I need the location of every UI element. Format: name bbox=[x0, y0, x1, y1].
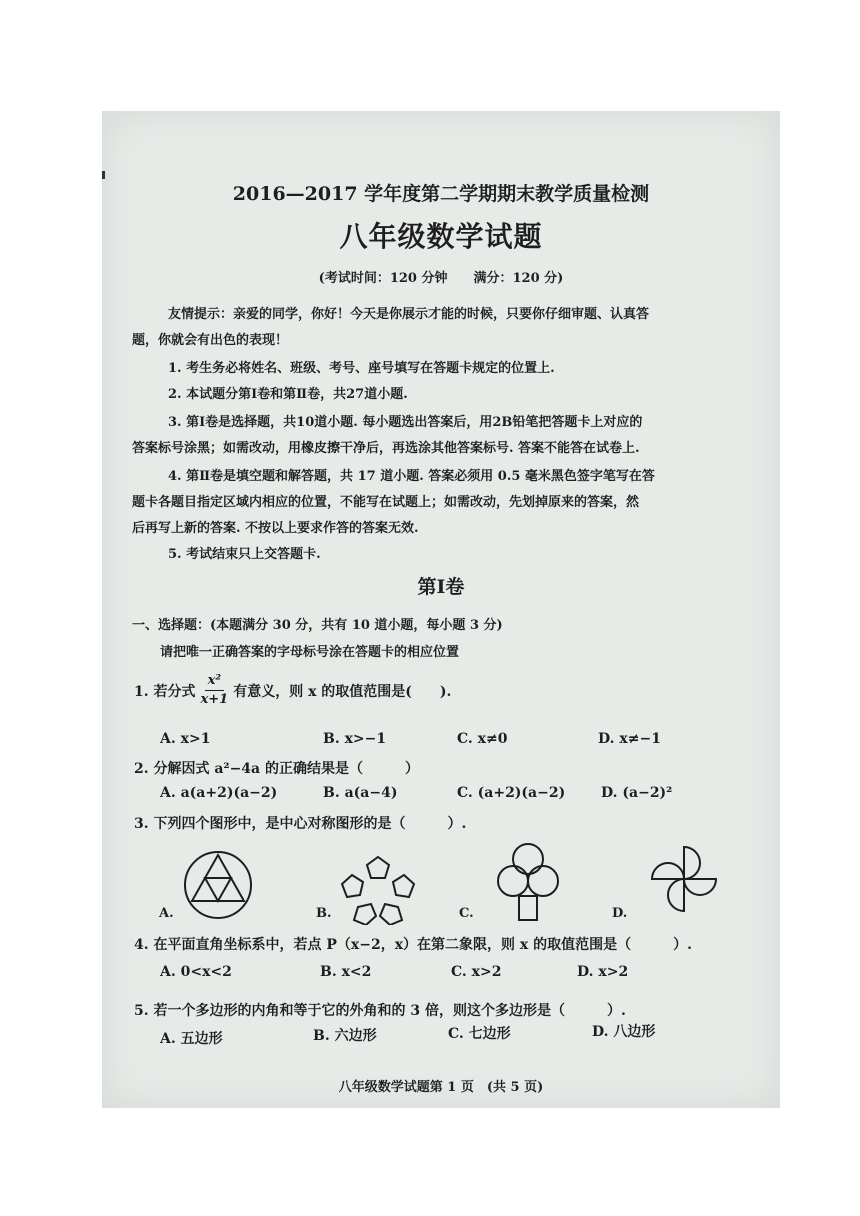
notice-rule-3a: 3. 第Ⅰ卷是选择题，共10道小题. 每小题选出答案后，用2B铅笔把答题卡上对应的 bbox=[168, 415, 643, 430]
edge-mark bbox=[102, 171, 105, 179]
q1-suffix: 有意义，则 x 的取值范围是( ). bbox=[233, 683, 452, 700]
notice-rule-1: 1. 考生务必将姓名、班级、考号、座号填写在答题卡规定的位置上. bbox=[168, 361, 555, 376]
question-3: 3. 下列四个图形中，是中心对称图形的是（ ）. bbox=[134, 816, 467, 832]
notice-rule-2: 2. 本试题分第Ⅰ卷和第Ⅱ卷，共27道小题. bbox=[168, 387, 408, 402]
exam-subtitle: 2016—2017 学年度第二学期期末教学质量检测 bbox=[232, 183, 650, 205]
q1-option-a: A. x>1 bbox=[160, 731, 211, 747]
section-title: 第Ⅰ卷 bbox=[417, 576, 465, 598]
q1-option-d: D. x≠−1 bbox=[598, 731, 661, 747]
notice-intro-line2: 题，你就会有出色的表现！ bbox=[132, 333, 289, 348]
exam-meta: (考试时间：120 分钟 满分：120 分) bbox=[318, 271, 564, 286]
section-instruction: 请把唯一正确答案的字母标号涂在答题卡的相应位置 bbox=[160, 645, 460, 660]
q2-option-c: C. (a+2)(a−2) bbox=[457, 785, 566, 801]
figure-a-triangle-in-circle bbox=[182, 849, 254, 921]
notice-rule-4a: 4. 第Ⅱ卷是填空题和解答题，共 17 道小题. 答案必须用 0.5 毫米黑色签字笔写在答 bbox=[168, 469, 655, 484]
figure-b-pentagon-ring bbox=[338, 853, 418, 925]
exam-title: 八年级数学试题 bbox=[339, 220, 543, 253]
q4-option-d: D. x>2 bbox=[577, 964, 629, 980]
q3-label-c: C. bbox=[459, 906, 474, 921]
q5-option-d: D. 八边形 bbox=[592, 1024, 656, 1040]
notice-rule-5: 5. 考试结束只上交答题卡. bbox=[168, 547, 321, 562]
q3-label-a: A. bbox=[159, 906, 174, 921]
q1-numerator: x² bbox=[205, 672, 224, 691]
notice-intro-line1: 友情提示：亲爱的同学，你好！今天是你展示才能的时候，只要你仔细审题、认真答 bbox=[168, 307, 650, 322]
exam-paper bbox=[102, 111, 780, 1108]
question-5: 5. 若一个多边形的内角和等于它的外角和的 3 倍，则这个多边形是（ ）. bbox=[134, 1003, 626, 1019]
q1-option-b: B. x>−1 bbox=[323, 731, 387, 747]
q2-option-d: D. (a−2)² bbox=[601, 785, 673, 801]
q1-fraction bbox=[198, 672, 232, 709]
q2-option-a: A. a(a+2)(a−2) bbox=[160, 785, 278, 801]
q5-option-b: B. 六边形 bbox=[313, 1028, 377, 1044]
q2-option-b: B. a(a−4) bbox=[323, 785, 398, 801]
q1-denominator: x+1 bbox=[200, 692, 229, 707]
q3-label-d: D. bbox=[612, 906, 628, 921]
page-footer: 八年级数学试题第 1 页 (共 5 页) bbox=[338, 1080, 544, 1095]
q3-label-b: B. bbox=[316, 906, 332, 921]
q4-option-a: A. 0<x<2 bbox=[160, 964, 232, 980]
figure-d-pinwheel bbox=[650, 845, 718, 915]
notice-rule-4b: 题卡各题目指定区域内相应的位置，不能写在试题上；如需改动，先划掉原来的答案，然 bbox=[132, 495, 640, 510]
notice-rule-4c: 后再写上新的答案. 不按以上要求作答的答案无效. bbox=[132, 521, 419, 536]
question-1 bbox=[134, 672, 451, 709]
q1-prefix: 1. 若分式 bbox=[134, 683, 196, 700]
q1-option-c: C. x≠0 bbox=[457, 731, 508, 747]
q5-option-c: C. 七边形 bbox=[448, 1026, 511, 1042]
question-2: 2. 分解因式 a²−4a 的正确结果是（ ） bbox=[134, 761, 419, 777]
q4-option-b: B. x<2 bbox=[320, 964, 372, 980]
notice-rule-3b: 答案标号涂黑；如需改动，用橡皮擦干净后，再选涂其他答案标号. 答案不能答在试卷上. bbox=[132, 441, 640, 456]
section-heading: 一、选择题：(本题满分 30 分，共有 10 道小题，每小题 3 分) bbox=[132, 618, 503, 633]
q4-option-c: C. x>2 bbox=[451, 964, 502, 980]
q5-option-a: A. 五边形 bbox=[160, 1031, 223, 1047]
question-4: 4. 在平面直角坐标系中，若点 P（x−2，x）在第二象限，则 x 的取值范围是（ ）. bbox=[134, 937, 693, 953]
figure-c-circles-square bbox=[494, 842, 562, 924]
